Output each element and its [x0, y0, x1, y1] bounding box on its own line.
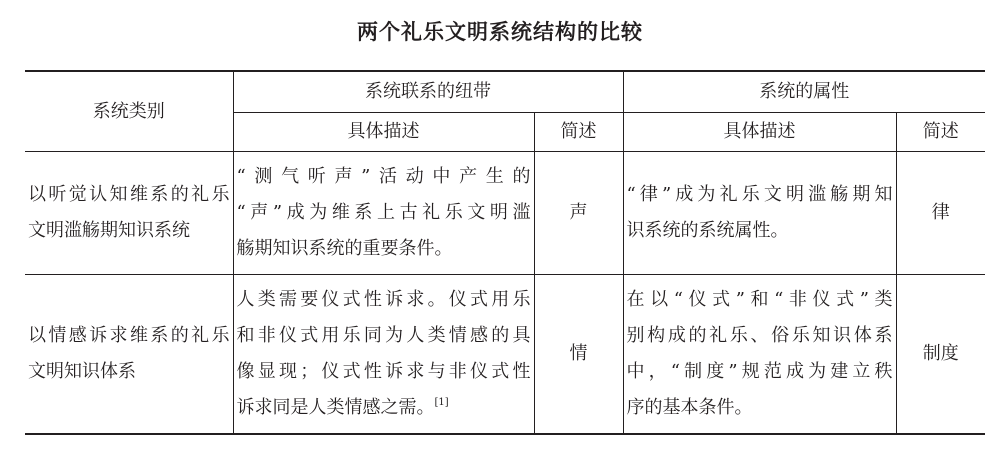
header-attr-desc: 具体描述 [623, 113, 896, 152]
header-group-attr: 系统的属性 [623, 71, 985, 113]
cell-line-last [237, 390, 531, 426]
header-row-1 [25, 71, 985, 113]
table-row [25, 275, 985, 435]
table-title: 两个礼乐文明系统结构的比较 [357, 20, 643, 44]
cell-bond-short: 声 [534, 152, 623, 275]
cell-attr-short: 律 [896, 152, 985, 275]
cell-bond-desc [233, 275, 534, 435]
header-category: 系统类别 [25, 71, 233, 152]
cell-line: 像显现；仪式性诉求与非仪式性 [236, 361, 531, 382]
header-bond-desc: 具体描述 [233, 113, 534, 152]
cell-line: 识系统的系统属性。 [626, 220, 789, 241]
cell-line: 觞期知识系统的重要条件。 [236, 238, 453, 259]
cell-category [25, 152, 233, 275]
cell-bond-desc [233, 152, 534, 275]
cell-category [25, 275, 233, 435]
cell-bond-short: 情 [534, 275, 623, 435]
cell-line: “律”成为礼乐文明滥觞期知 [626, 184, 893, 205]
cell-attr-short: 制度 [896, 275, 985, 435]
table-row [25, 152, 985, 275]
cell-line: 人类需要仪式性诉求。仪式用乐 [236, 289, 531, 310]
cell-line: 文明知识体系 [28, 361, 136, 382]
header-group-bond: 系统联系的纽带 [233, 71, 623, 113]
cell-line-text: 诉求同是人类情感之需。 [236, 397, 435, 418]
cell-line: 文明滥觞期知识系统 [28, 220, 190, 241]
cell-line: “声”成为维系上古礼乐文明滥 [236, 202, 531, 223]
cell-line: 序的基本条件。 [626, 397, 753, 418]
header-attr-short: 简述 [896, 113, 985, 152]
cell-line: “测气听声”活动中产生的 [236, 166, 531, 187]
cell-line: 别构成的礼乐、俗乐知识体系 [626, 325, 893, 346]
cell-line: 和非仪式用乐同为人类情感的具 [236, 325, 531, 346]
cell-attr-desc [623, 152, 896, 275]
cell-attr-desc [623, 275, 896, 435]
footnote-ref[interactable]: [1] [434, 397, 449, 408]
cell-line: 在以“仪式”和“非仪式”类 [626, 289, 893, 310]
cell-line: 以情感诉求维系的礼乐 [28, 325, 230, 346]
cell-line: 中，“制度”规范成为建立秩 [626, 361, 893, 382]
header-bond-short: 简述 [534, 113, 623, 152]
cell-line: 以听觉认知维系的礼乐 [28, 184, 230, 205]
comparison-table [25, 70, 985, 435]
